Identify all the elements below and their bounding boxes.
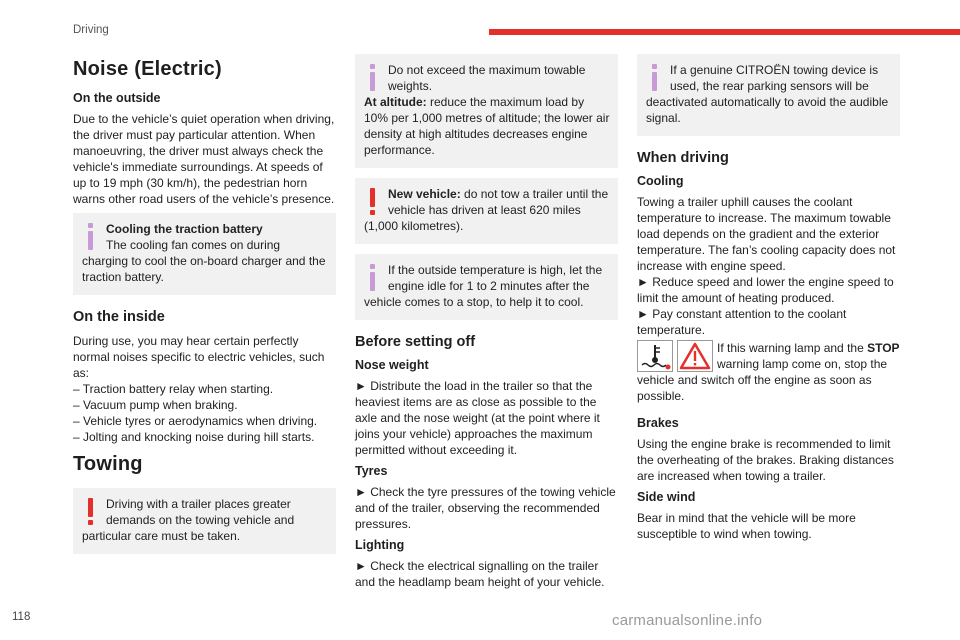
before-setting-off-heading: Before setting off — [355, 334, 476, 350]
temperature-info-note — [355, 254, 618, 320]
new-vehicle-label: New vehicle: — [388, 187, 461, 201]
cooling-text: Towing a trailer uphill causes the coolant temperature to increase. The maximum towable load depends on the gradient and the exterior temperature. The fan’s cooling capacity does not increase with engine speed. — [637, 195, 896, 273]
list-item: – Vehicle tyres or aerodynamics when driving. — [73, 414, 318, 428]
header-red-bar — [489, 29, 960, 35]
battery-note-text: The cooling fan comes on during charging to cool the on-board charger and the traction battery. — [82, 238, 326, 284]
list-item: – Traction battery relay when starting. — [73, 382, 274, 396]
tyres-text: ► Check the tyre pressures of the towing vehicle and of the trailer, observing the recommended pressures. — [355, 485, 616, 531]
side-wind-heading: Side wind — [637, 490, 696, 504]
battery-note-title: Cooling the traction battery — [106, 222, 263, 236]
inside-intro: During use, you may hear certain perfectly normal noises specific to electric vehicles, such as: — [73, 334, 325, 380]
nose-weight-text: ► Distribute the load in the trailer so that the heaviest items are as close as possible to the axle and the nose weight (at the point where it joins your vehicle) approaches the maximum permitted without exceeding it. — [355, 379, 600, 457]
cooling-heading: Cooling — [637, 174, 684, 188]
citroen-device-note — [637, 54, 900, 136]
lamp-text-b: warning lamp come on, stop the vehicle and switch off the engine as soon as possible. — [637, 357, 888, 403]
page-number: 118 — [12, 611, 31, 623]
section-title-towing: Towing — [73, 453, 143, 475]
nose-weight-heading: Nose weight — [355, 358, 429, 372]
info-icon — [646, 62, 666, 92]
column-2 — [355, 54, 618, 596]
running-head: Driving — [73, 24, 109, 36]
brakes-text: Using the engine brake is recommended to limit the overheating of the brakes. Braking distances are increased when towing a trailer. — [637, 437, 894, 483]
column-1 — [73, 54, 336, 564]
watermark: carmanualsonline.info — [612, 612, 763, 629]
trailer-warning-text: Driving with a trailer places greater demands on the towing vehicle and particular care must be taken. — [82, 497, 295, 543]
outside-text: Due to the vehicle’s quiet operation when driving, the driver must pay particular attention. When manoeuvring, the driver must always check the vehicle's immediate surroundings. At speeds of up to 19 mph (30 km/h), the pedestrian horn warns other road users of the vehicle’s presence. — [73, 112, 335, 206]
warning-icon — [364, 186, 384, 216]
brakes-heading: Brakes — [637, 416, 679, 430]
column-3 — [637, 54, 900, 548]
citroen-note-text: If a genuine CITROËN towing device is used, the rear parking sensors will be deactivated automatically to avoid the audible signal. — [646, 63, 889, 125]
warning-lamp-row — [637, 340, 900, 410]
temperature-note-text: If the outside temperature is high, let the engine idle for 1 to 2 minutes after the vehicle comes to a stop, to help it to cool. — [364, 263, 603, 309]
list-item: – Vacuum pump when braking. — [73, 398, 238, 412]
info-icon — [82, 221, 102, 251]
trailer-warning-note — [73, 488, 336, 554]
inside-heading: On the inside — [73, 309, 165, 325]
cooling-step-1: ► Reduce speed and lower the engine speed to limit the amount of heating produced. — [637, 275, 894, 305]
lighting-heading: Lighting — [355, 538, 405, 552]
section-title-noise: Noise (Electric) — [73, 58, 222, 80]
info-icon — [364, 262, 384, 292]
outside-heading: On the outside — [73, 91, 161, 105]
max-load-note — [355, 54, 618, 168]
battery-info-note — [73, 213, 336, 295]
new-vehicle-text: do not tow a trailer until the vehicle has driven at least 620 miles (1,000 kilometres). — [364, 187, 609, 233]
info-icon — [364, 62, 384, 92]
coolant-temperature-icon — [637, 340, 673, 372]
warning-icon — [82, 496, 102, 526]
altitude-label: At altitude: — [364, 95, 427, 109]
warning-triangle-icon — [677, 340, 713, 372]
inside-list — [73, 333, 336, 445]
altitude-text: reduce the maximum load by 10% per 1,000 metres of altitude; the lower air density at high altitudes decreases engine performance. — [364, 95, 610, 157]
max-load-text: Do not exceed the maximum towable weights. — [388, 63, 586, 93]
lamp-stop-label: STOP — [867, 341, 900, 355]
tyres-heading: Tyres — [355, 464, 388, 478]
list-item: – Jolting and knocking noise during hill starts. — [73, 430, 315, 444]
cooling-step-2: ► Pay constant attention to the coolant temperature. — [637, 307, 847, 337]
lamp-text-a: If this warning lamp and the — [717, 341, 868, 355]
new-vehicle-warning-note — [355, 178, 618, 244]
lighting-text: ► Check the electrical signalling on the trailer and the headlamp beam height of your vehicle. — [355, 559, 605, 589]
side-wind-text: Bear in mind that the vehicle will be more susceptible to wind when towing. — [637, 511, 856, 541]
when-driving-heading: When driving — [637, 150, 729, 166]
